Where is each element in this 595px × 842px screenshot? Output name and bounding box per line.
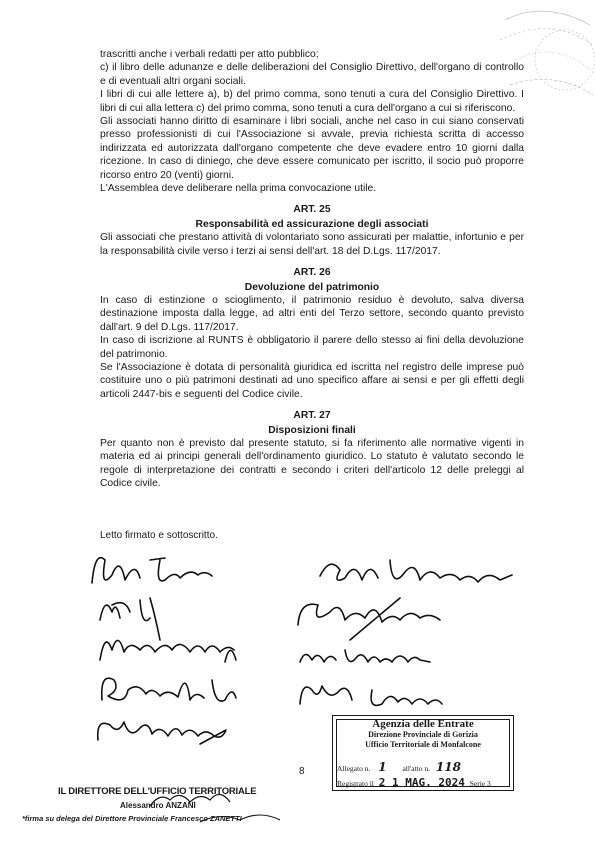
delegation-note: *firma su delega del Direttore Provinciale Francesco ZANETTI: [22, 814, 242, 823]
stamp-title: Agenzia delle Entrate: [372, 718, 474, 730]
director-title: IL DIRETTORE DELL'UFFICIO TERRITORIALE: [58, 786, 257, 797]
stamp-line-2: Ufficio Territoriale di Monfalcone: [365, 740, 481, 749]
article-27-number: ART. 27: [293, 410, 331, 422]
intro-paragraph-5: L'Assemblea deve deliberare nella prima convocazione utile.: [100, 183, 377, 195]
page-number: 8: [299, 766, 305, 777]
stamp-allegato-value: 1: [378, 760, 387, 774]
article-26-number: ART. 26: [293, 267, 331, 279]
article-26-paragraph-2: In caso di iscrizione al RUNTS è obbligatorio il parere dello stesso ai fini della devoluzione del patrimonio.: [100, 335, 524, 360]
stamp-line-1: Direzione Provinciale di Gorizia: [368, 730, 478, 739]
article-26-heading: Devoluzione del patrimonio: [244, 281, 380, 293]
intro-paragraph-4: Gli associati hanno diritto di esaminare i libri sociali, anche nel caso in cui siano conservati presso professionisti di cui l'Associazione si avvale, previa richiesta scritta di accesso indirizzata ed autorizzata dall'organo competente che deve evadere entro 10 giorni dalla ricezione. In caso di diniego, che deve essere comunicato per iscritto, il socio può proporre ricorso entro 20 (venti) giorni.: [100, 116, 524, 181]
article-25-paragraph-1: Gli associati che prestano attività di volontariato sono assicurati per malattie, infortunio e per la responsabilità civile verso i terzi ai sensi dell'art. 18 del D.Lgs. 117/2017.: [100, 232, 524, 257]
stamp-serie-label: Serie 3: [469, 779, 491, 788]
stamp-registrato-label: Registrato il: [337, 779, 374, 788]
article-26-paragraph-1: In caso di estinzione o scioglimento, il patrimonio residuo è devoluto, salva diversa destinazione imposta dalla legge, ad altri enti del Terzo settore, secondo quanto previsto dall'art. 9 del D.Lgs. 117/2017.: [100, 294, 524, 333]
stamp-registrato-date: 2 1 MAG. 2024: [378, 776, 465, 789]
article-27-paragraph-1: Per quanto non è previsto dal presente statuto, si fa riferimento alle normative vigenti in materia ed ai principi generali dell'ordinamento giuridico. Lo statuto è valutato secondo le regole di interpretazione dei contratti e secondo i criteri dell'articolo 12 delle preleggi al Codice civile.: [100, 437, 524, 490]
article-27-heading: Disposizioni finali: [268, 424, 356, 436]
signed-label: Letto firmato e sottoscritto.: [100, 530, 218, 541]
stamp-atto-value: 118: [435, 760, 461, 774]
intro-paragraph-3: I libri di cui alle lettere a), b) del primo comma, sono tenuti a cura del Consiglio Direttivo. I libri di cui alla lettera c) del primo comma, sono tenuti a cura dell'organo a cui si riferiscono.: [100, 89, 524, 114]
article-26-paragraph-3: Se l'Associazione è dotata di personalità giuridica ed iscritta nel registro delle imprese può costituire uno o più patrimoni destinati ad uno specifico affare ai sensi e per gli effetti degli articoli 2447-bis e seguenti del Codice civile.: [100, 361, 524, 400]
article-25-number: ART. 25: [293, 204, 331, 216]
article-25-heading: Responsabilità ed assicurazione degli associati: [195, 218, 429, 230]
stamp-atto-label: all'atto n.: [402, 764, 431, 773]
intro-paragraph-2: c) il libro delle adunanze e delle deliberazioni del Consiglio Direttivo, dell'organo di controllo e di eventuali altri organi sociali.: [100, 62, 524, 87]
intro-paragraph-1: trascritti anche i verbali redatti per atto pubblico;: [100, 49, 319, 60]
director-name: Alessandro ANZANI: [120, 801, 196, 810]
stamp-allegato-label: Allegato n.: [337, 764, 371, 773]
